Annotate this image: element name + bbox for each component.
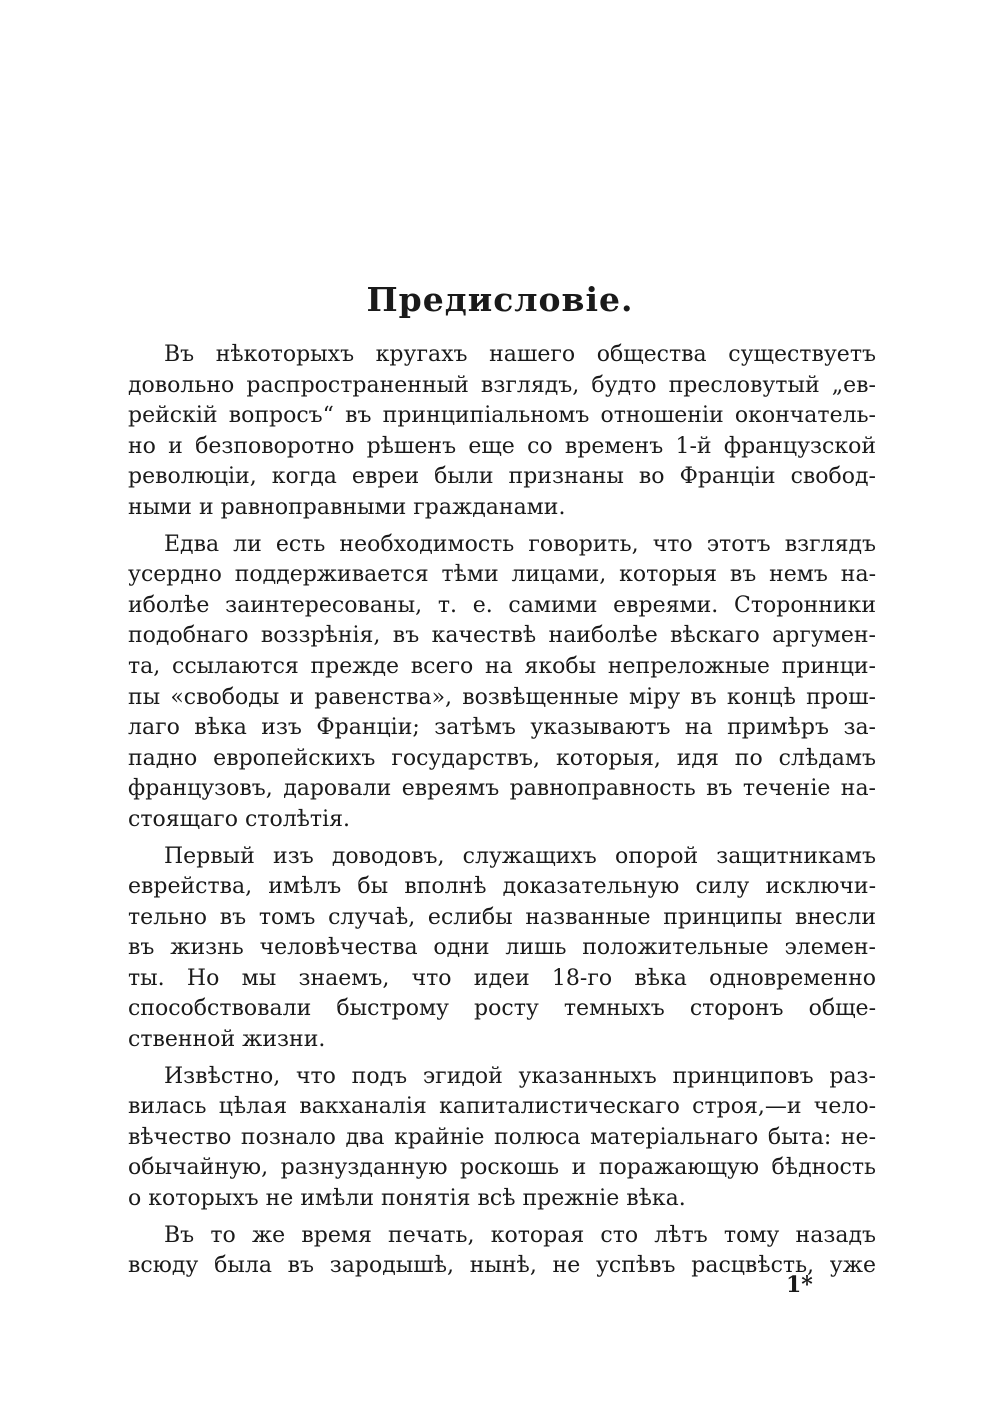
text-line: падно европейскихъ государствъ, которыя, идя по слѣдамъ [128, 745, 876, 771]
text-line: Въ то же время печать, которая сто лѣтъ тому назадъ [164, 1222, 876, 1248]
page-number: 1* [786, 1272, 813, 1298]
text-line: пы «свободы и равенства», возвѣщенные міру въ концѣ прош- [128, 684, 876, 710]
text-line: ственной жизни. [128, 1027, 326, 1053]
text-line: но и безповоротно рѣшенъ еще со временъ 1-й французской [128, 433, 876, 459]
text-line: усердно поддерживается тѣми лицами, которыя въ немъ на- [128, 562, 876, 588]
text-line: лаго вѣка изъ Франціи; затѣмъ указываютъ на примѣръ за- [128, 715, 876, 741]
text-line: стоящаго столѣтія. [128, 806, 351, 832]
text-line: вѣчество познало два крайніе полюса матеріальнаго быта: не- [128, 1124, 876, 1150]
text-line: Едва ли есть необходимость говорить, что этотъ взглядъ [164, 531, 876, 557]
page-title: Предисловіе. [366, 280, 634, 319]
text-line: французовъ, даровали евреямъ равноправность въ теченіе на- [128, 776, 876, 802]
paragraph-2 [128, 530, 876, 836]
paragraph-5 [128, 1221, 876, 1282]
text-line: вилась цѣлая вакханалія капиталистическаго строя,—и чело- [128, 1094, 876, 1120]
text-line: та, ссылаются прежде всего на якобы непреложные принци- [128, 653, 876, 679]
text-line: способствовали быстрому росту темныхъ сторонъ обще- [128, 996, 876, 1022]
text-line: еврейства, имѣлъ бы вполнѣ доказательную силу исключи- [128, 874, 876, 900]
text-line: ты. Но мы знаемъ, что идеи 18-го вѣка одновременно [128, 965, 876, 991]
paragraph-3 [128, 842, 876, 1056]
text-line: подобнаго воззрѣнія, въ качествѣ наиболѣе вѣскаго аргумен- [128, 623, 876, 649]
text-line: Извѣстно, что подъ эгидой указанныхъ принциповъ раз- [164, 1063, 876, 1089]
body-text [128, 340, 876, 1282]
text-line: о которыхъ не имѣли понятія всѣ прежніе вѣка. [128, 1186, 686, 1212]
paragraph-1 [128, 340, 876, 524]
text-line: въ жизнь человѣчества одни лишь положительные элемен- [128, 935, 876, 961]
text-line: довольно распространенный взглядъ, будто пресловутый „ев- [128, 372, 876, 398]
text-line: революціи, когда евреи были признаны во Франціи свобод- [128, 464, 876, 490]
text-line: тельно въ томъ случаѣ, еслибы названные принципы внесли [128, 904, 876, 930]
text-line: иболѣе заинтересованы, т. е. самими евреями. Сторонники [128, 592, 876, 618]
text-line: Первый изъ доводовъ, служащихъ опорой защитникамъ [164, 843, 876, 869]
text-line: рейскій вопросъ“ въ принципіальномъ отношеніи окончатель- [128, 403, 876, 429]
text-line: всюду была въ зародышѣ, нынѣ, не успѣвъ расцвѣсть, уже [128, 1253, 876, 1279]
text-line: обычайную, разнузданную роскошь и поражающую бѣдность [128, 1155, 876, 1181]
paragraph-4 [128, 1062, 876, 1215]
text-line: ными и равноправными гражданами. [128, 494, 566, 520]
text-line: Въ нѣкоторыхъ кругахъ нашего общества существуетъ [164, 342, 876, 367]
